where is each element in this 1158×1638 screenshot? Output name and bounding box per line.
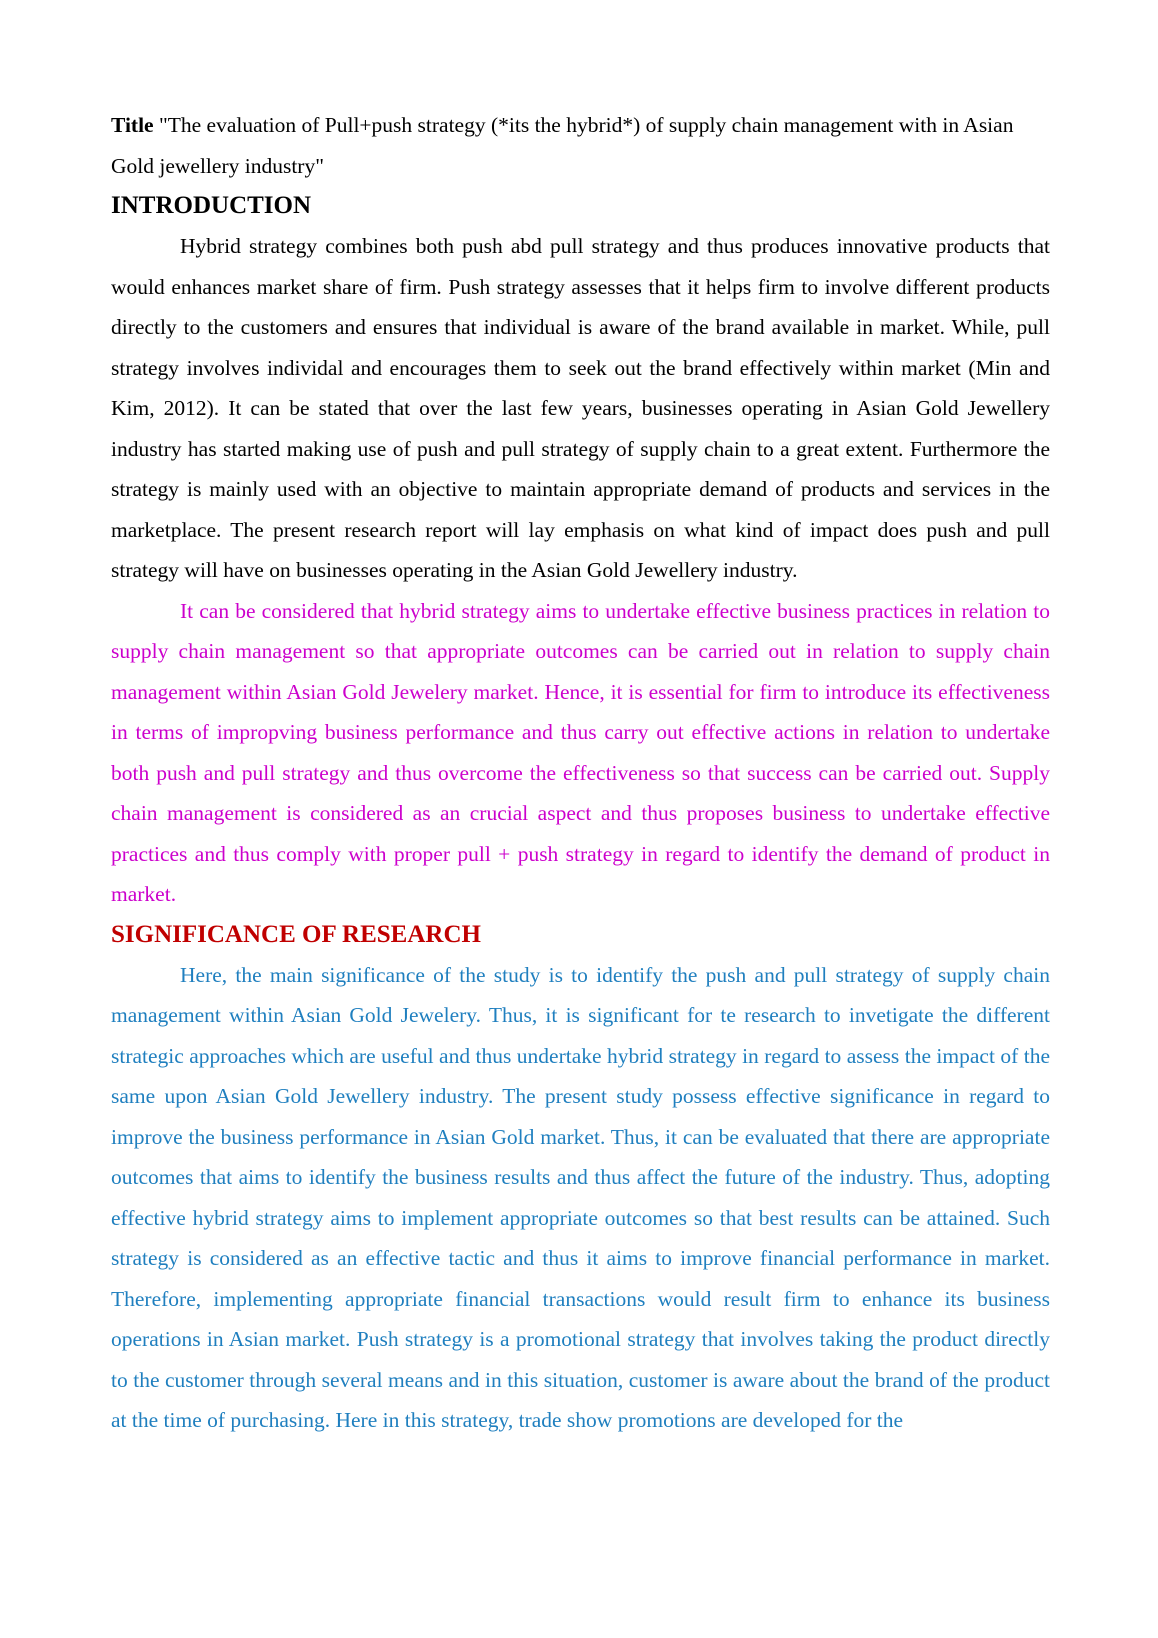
introduction-paragraph-1: Hybrid strategy combines both push abd pull strategy and thus produces innovative products that would enhances market share of firm. Push strategy assesses that it helps firm to involve different products directly to the customers and ensures that individual is aware of the brand available in market. While, pull strategy involves individal and encourages them to seek out the brand effectively within market (Min and Kim, 2012). It can be stated that over the last few years, businesses operating in Asian Gold Jewellery industry has started making use of push and pull strategy of supply chain to a great extent. Furthermore the strategy is mainly used with an objective to maintain appropriate demand of products and services in the marketplace. The present research report will lay emphasis on what kind of impact does push and pull strategy will have on businesses operating in the Asian Gold Jewellery industry.	[111, 234, 1050, 582]
document-page	[111, 105, 1050, 1441]
significance-paragraph-1: Here, the main significance of the study is to identify the push and pull strategy of supply chain management within Asian Gold Jewelery. Thus, it is significant for te research to invetigate the different strategic approaches which are useful and thus undertake hybrid strategy in regard to assess the impact of the same upon Asian Gold Jewellery industry. The present study possess effective significance in regard to improve the business performance in Asian Gold market. Thus, it can be evaluated that there are appropriate outcomes that aims to identify the business results and thus affect the future of the industry. Thus, adopting effective hybrid strategy aims to implement appropriate outcomes so that best results can be attained. Such strategy is considered as an effective tactic and thus it aims to improve financial performance in market. Therefore, implementing appropriate financial transactions would result firm to enhance its business operations in Asian market. Push strategy is a promotional strategy that involves taking the product directly to the customer through several means and in this situation, customer is aware about the brand of the product at the time of purchasing. Here in this strategy, trade show promotions are developed for the	[111, 962, 1050, 1432]
introduction-paragraph-2: It can be considered that hybrid strategy aims to undertake effective business practices in relation to supply chain management so that appropriate outcomes can be carried out in relation to supply chain management within Asian Gold Jewelery market. Hence, it is essential for firm to introduce its effectiveness in terms of impropving business performance and thus carry out effective actions in relation to undertake both push and pull strategy and thus overcome the effectiveness so that success can be carried out. Supply chain management is considered as an crucial aspect and thus proposes business to undertake effective practices and thus comply with proper pull + push strategy in regard to identify the demand of product in market.	[111, 598, 1050, 906]
title-text: "The evaluation of Pull+push strategy (*its the hybrid*) of supply chain management with in Asian Gold jewellery industry"	[111, 113, 1014, 178]
introduction-heading: INTRODUCTION	[111, 192, 312, 219]
title-label: Title	[111, 113, 154, 137]
significance-heading: SIGNIFICANCE OF RESEARCH	[111, 920, 481, 948]
document-title	[111, 105, 1050, 186]
